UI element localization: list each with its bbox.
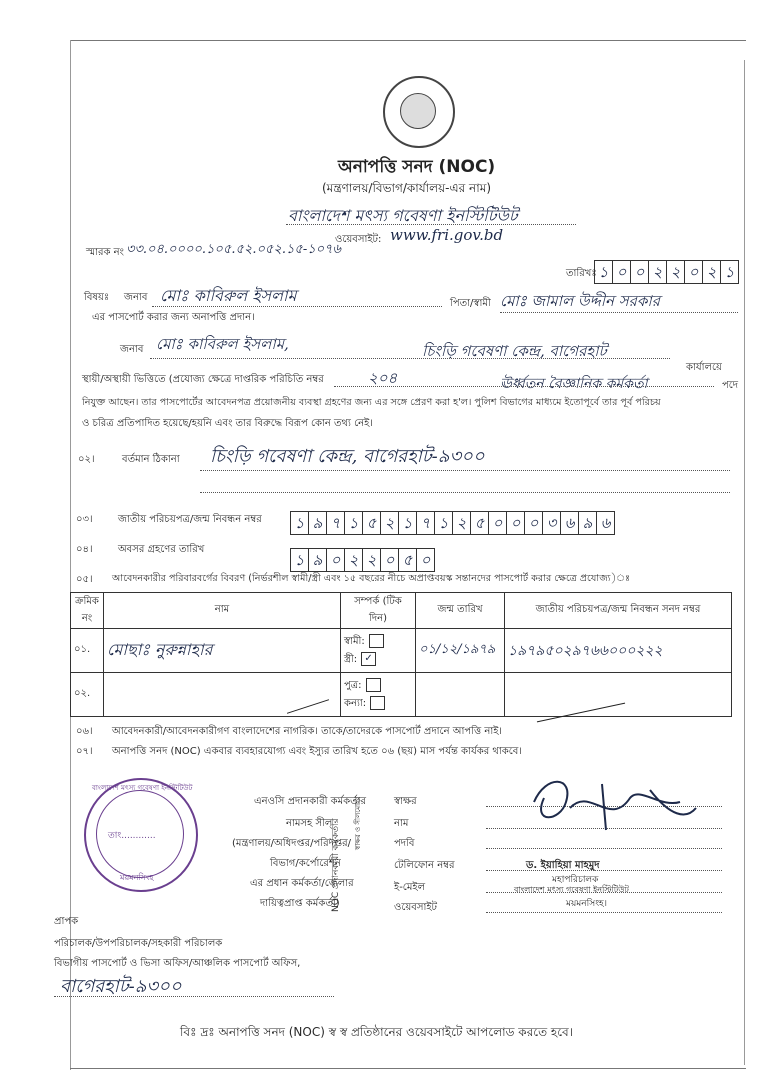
- memo-label: স্মারক নং: [86, 247, 124, 258]
- row2-nid: [505, 673, 732, 717]
- body-line2-dots: [334, 386, 714, 387]
- row1-serial: ০১.: [71, 629, 104, 673]
- recipient-label: প্রাপক: [54, 916, 79, 927]
- page-title: অনাপত্তি সনদ (NOC): [338, 157, 496, 177]
- round-seal-city: ময়মনসিংহ: [120, 873, 154, 882]
- nid-digit-7: ১: [399, 512, 417, 534]
- sig-left-4: বিভাগ/কর্পোরেশন: [270, 858, 341, 869]
- field-signature-label: স্বাক্ষর: [394, 796, 417, 807]
- row2-rel-b: কন্যা:: [344, 697, 367, 709]
- th-dob: জন্ম তারিখ: [416, 593, 505, 629]
- vertical-noc-main: NOC প্রদানকারী কর্মকর্তার: [331, 818, 341, 912]
- field-name-label: নাম: [394, 818, 409, 829]
- th-nid: জাতীয় পরিচয়পত্র/জন্ম নিবন্ধন সনদ নম্বর: [505, 593, 732, 629]
- sig-left-1: এনওসি প্রদানকারী কর্মকর্তার: [254, 796, 367, 807]
- stamp-title: মহাপরিচালক: [552, 875, 599, 885]
- retire-label: অবসর গ্রহণের তারিখ: [118, 544, 205, 555]
- subject-label: বিষয়ঃ: [84, 292, 110, 303]
- recipient-city: বাগেরহাট-৯৩০০: [60, 976, 182, 997]
- retire-digit-4: ২: [345, 549, 363, 571]
- nid-digit-15: ৩: [543, 512, 561, 534]
- row1-dob: ০১/১২/১৯৭৯: [416, 629, 505, 673]
- row2-dob: [416, 673, 505, 717]
- row1-rel-a: স্বামী:: [344, 635, 365, 647]
- row2-serial: ০২.: [71, 673, 104, 717]
- subject-mr-label: জনাব: [124, 292, 148, 303]
- date-label: তারিখঃ: [566, 268, 597, 279]
- retire-digit-6: ০: [381, 549, 399, 571]
- citizen-text: আবেদনকারী/আবেদনকারীগণ বাংলাদেশের নাগরিক। তাকে/তাদেরকে পাসপোর্ট প্রদানে আপত্তি নাই।: [112, 726, 503, 737]
- th-serial: ক্রমিক নং: [71, 593, 104, 629]
- office-name: বাংলাদেশ মৎস্য গবেষণা ইনস্টিটিউট: [288, 206, 518, 225]
- address-line1: [200, 470, 730, 471]
- stamp-name: ড. ইয়াহিয়া মাহমুদ: [526, 860, 600, 871]
- applicant-name: মোঃ কাবিরুল ইসলাম: [160, 286, 297, 305]
- body-designation: ঊর্ধ্বতন বৈজ্ঞানিক কর্মকর্তা: [500, 376, 648, 392]
- page-border-right: [744, 60, 745, 1065]
- date-digit-6: ০: [685, 261, 703, 283]
- checkbox-wife[interactable]: [361, 652, 376, 666]
- checkbox-husband[interactable]: [369, 634, 384, 648]
- table-row: [71, 629, 732, 673]
- retire-digit-5: ২: [363, 549, 381, 571]
- body-office: চিংড়ি গবেষণা কেন্দ্র, বাগেরহাট: [422, 342, 607, 360]
- family-table: [70, 592, 732, 717]
- nid-digit-1: ১: [291, 512, 309, 534]
- father-name: মোঃ জামাল উদ্দীন সরকার: [500, 292, 660, 310]
- website-value: www.fri.gov.bd: [390, 226, 504, 244]
- item-07-number: ০৭।: [76, 746, 93, 757]
- field-designation-label: পদবি: [394, 838, 415, 849]
- body-line4: ও চরিত্র প্রতিপাদিত হয়েছে/হয়নি এবং তার বিরুদ্ধে বিরূপ কোন তথ্য নেই।: [82, 418, 373, 429]
- office-name-line: [286, 224, 576, 225]
- round-office-seal: [84, 778, 198, 892]
- sig-left-3: (মন্ত্রণালয়/অধিদপ্তর/পরিদপ্তর/: [232, 838, 352, 849]
- checkbox-daughter[interactable]: [370, 696, 385, 710]
- address-line2: [200, 492, 730, 493]
- website-label: ওয়েবসাইট:: [335, 234, 382, 245]
- sig-left-5: এর প্রধান কর্মকর্তা/জেলার: [250, 878, 354, 889]
- row1-rel-b: স্ত্রী:: [344, 653, 358, 665]
- nid-digit-12: ০: [489, 512, 507, 534]
- row2-name: [104, 673, 341, 717]
- date-digit-8: ১: [724, 263, 735, 281]
- date-digit-4: ২: [649, 261, 667, 283]
- nid-digit-17: ৯: [579, 512, 597, 534]
- item-04-number: ০৪।: [76, 544, 93, 555]
- retire-digit-7: ৫: [399, 549, 417, 571]
- sig-left-2: নামসহ সীল: [286, 818, 333, 829]
- retire-boxes: [290, 548, 435, 572]
- item-02-number: ০২।: [78, 454, 95, 465]
- field-dots-4: [486, 870, 722, 871]
- th-relation: সম্পর্ক (টিক দিন): [341, 593, 416, 629]
- nid-digit-13: ০: [507, 512, 525, 534]
- vertical-noc-text: [328, 818, 343, 912]
- date-digit-1: ১: [595, 261, 613, 283]
- body-line1: [150, 358, 670, 359]
- body-mr-label: জনাব: [120, 344, 144, 355]
- body-name: মোঃ কাবিরুল ইসলাম,: [156, 335, 289, 353]
- body-line3: নিযুক্ত আছেন। তার পাসপোর্টের আবেদনপত্র প্রয়োজনীয় ব্যবস্থা গ্রহণের জন্য এর সঙ্গে প্রেরণ করা হ'ল। পুলিশ বিভাগের মাধ্যমে ইতোপূর্বে তার পূর্ব পরিচয়: [82, 397, 661, 408]
- family-label: আবেদনকারীর পরিবারবর্গের বিবরণ (নির্ভরশীল স্বামী/স্ত্রী এবং ১৫ বছরের নীচে অপ্রাপ্তবয়স্ক সন্তানদের পাসপোর্ট করার ক্ষেত্রে প্রযোজ্য)ঃ: [112, 573, 631, 584]
- footer-note: বিঃ দ্রঃ অনাপত্তি সনদ (NOC) স্ব স্ব প্রতিষ্ঠানের ওয়েবসাইটে আপলোড করতে হবে।: [180, 1025, 574, 1039]
- father-name-line: [500, 312, 738, 313]
- memo-value: ৩৩.০৪.০০০০.১০৫.৫২.০৫২.১৫-১০৭৬: [126, 242, 342, 257]
- item-03-number: ০৩।: [76, 514, 93, 525]
- nid-digit-16: ৬: [561, 512, 579, 534]
- round-seal-date: তাং............: [108, 831, 156, 841]
- date-boxes: [594, 260, 739, 284]
- field-phone-label: টেলিফোন নম্বর: [394, 860, 455, 871]
- sig-left-6: দায়িত্বপ্রাপ্ত কর্মকর্তা): [260, 898, 340, 909]
- date-digit-7: ২: [703, 261, 721, 283]
- row2-rel-a: পুত্র:: [344, 679, 362, 691]
- row1-nid: ১৯৭৯৫০২৯৭৬৬০০০২২২: [505, 629, 732, 673]
- date-digit-2: ০: [613, 261, 631, 283]
- nid-digit-5: ৫: [363, 512, 381, 534]
- applicant-name-line: [152, 306, 442, 307]
- th-name: নাম: [104, 593, 341, 629]
- nid-digit-10: ২: [453, 512, 471, 534]
- field-dots-3: [486, 848, 722, 849]
- recipient-line2: বিভাগীয় পাসপোর্ট ও ভিসা অফিস/আঞ্চলিক পাসপোর্ট অফিস,: [54, 958, 301, 969]
- round-seal-org: বাংলাদেশ মৎস্য গবেষণা ইনস্টিটিউট: [92, 784, 193, 792]
- body-line2-text: স্থায়ী/অস্থায়ী ভিত্তিতে (প্রযোজ্য ক্ষেত্রে দাপ্তরিক পরিচিতি নম্বর: [82, 374, 324, 385]
- nid-digit-8: ৭: [417, 512, 435, 534]
- stamp-city: ময়মনসিংহ।: [566, 899, 608, 909]
- body-id-number: ২০৪: [368, 369, 398, 387]
- row2-relation: [341, 673, 416, 717]
- page-subtitle: (মন্ত্রণালয়/বিভাগ/কার্যালয়-এর নাম): [322, 181, 492, 195]
- field-website-label: ওয়েবসাইট: [394, 902, 437, 913]
- subject-line2: এর পাসপোর্ট করার জন্য অনাপত্তি প্রদান।: [92, 312, 255, 323]
- nid-digit-18: ৬: [600, 514, 611, 532]
- date-digit-5: ২: [667, 261, 685, 283]
- retire-digit-1: ১: [291, 549, 309, 571]
- checkbox-son[interactable]: [366, 678, 381, 692]
- page-border-top: [70, 40, 746, 41]
- nid-digit-9: ১: [435, 512, 453, 534]
- page-border-bottom: [70, 1068, 746, 1069]
- nid-digit-11: ৫: [471, 512, 489, 534]
- vertical-small-main: স্বাক্ষর ও সীলমোহর: [354, 796, 362, 850]
- nid-boxes: [290, 511, 615, 535]
- table-row: [71, 673, 732, 717]
- field-email-label: ই-মেইল: [394, 882, 426, 893]
- nid-digit-14: ০: [525, 512, 543, 534]
- recipient-city-line: [54, 996, 334, 997]
- vertical-small-text: [352, 796, 364, 850]
- retire-digit-2: ৯: [309, 549, 327, 571]
- address-label: বর্তমান ঠিকানা: [122, 454, 180, 465]
- retire-digit-3: ০: [327, 549, 345, 571]
- government-seal-inner: [400, 93, 436, 129]
- body-post-suffix: পদে: [722, 380, 739, 391]
- body-office-suffix: কার্যালয়ে: [686, 362, 722, 373]
- row1-name: মোছাঃ নুরুন্নাহার: [104, 629, 341, 673]
- nid-digit-3: ৭: [327, 512, 345, 534]
- father-label: পিতা/স্বামী: [450, 298, 491, 309]
- nid-digit-4: ১: [345, 512, 363, 534]
- field-dots-6: [486, 912, 722, 913]
- stamp-org: বাংলাদেশ মৎস্য গবেষণা ইনস্টিটিউট: [514, 885, 629, 894]
- item-06-number: ০৬।: [76, 726, 93, 737]
- signature: [510, 768, 700, 838]
- row1-relation: [341, 629, 416, 673]
- validity-text: অনাপত্তি সনদ (NOC) একবার ব্যবহারযোগ্য এবং ইস্যুর তারিখ হতে ০৬ (ছয়) মাস পর্যন্ত কার্যকর থাকবে।: [112, 746, 522, 757]
- recipient-line1: পরিচালক/উপপরিচালক/সহকারী পরিচালক: [54, 938, 223, 949]
- nid-label: জাতীয় পরিচয়পত্র/জন্ম নিবন্ধন নম্বর: [118, 514, 262, 525]
- retire-digit-8: ০: [420, 551, 431, 569]
- address-value: চিংড়ি গবেষণা কেন্দ্র, বাগেরহাট-৯৩০০: [210, 446, 485, 467]
- item-05-number: ০৫।: [76, 574, 93, 585]
- nid-digit-2: ৯: [309, 512, 327, 534]
- nid-digit-6: ২: [381, 512, 399, 534]
- date-digit-3: ০: [631, 261, 649, 283]
- tick-mark: ✓: [364, 652, 373, 664]
